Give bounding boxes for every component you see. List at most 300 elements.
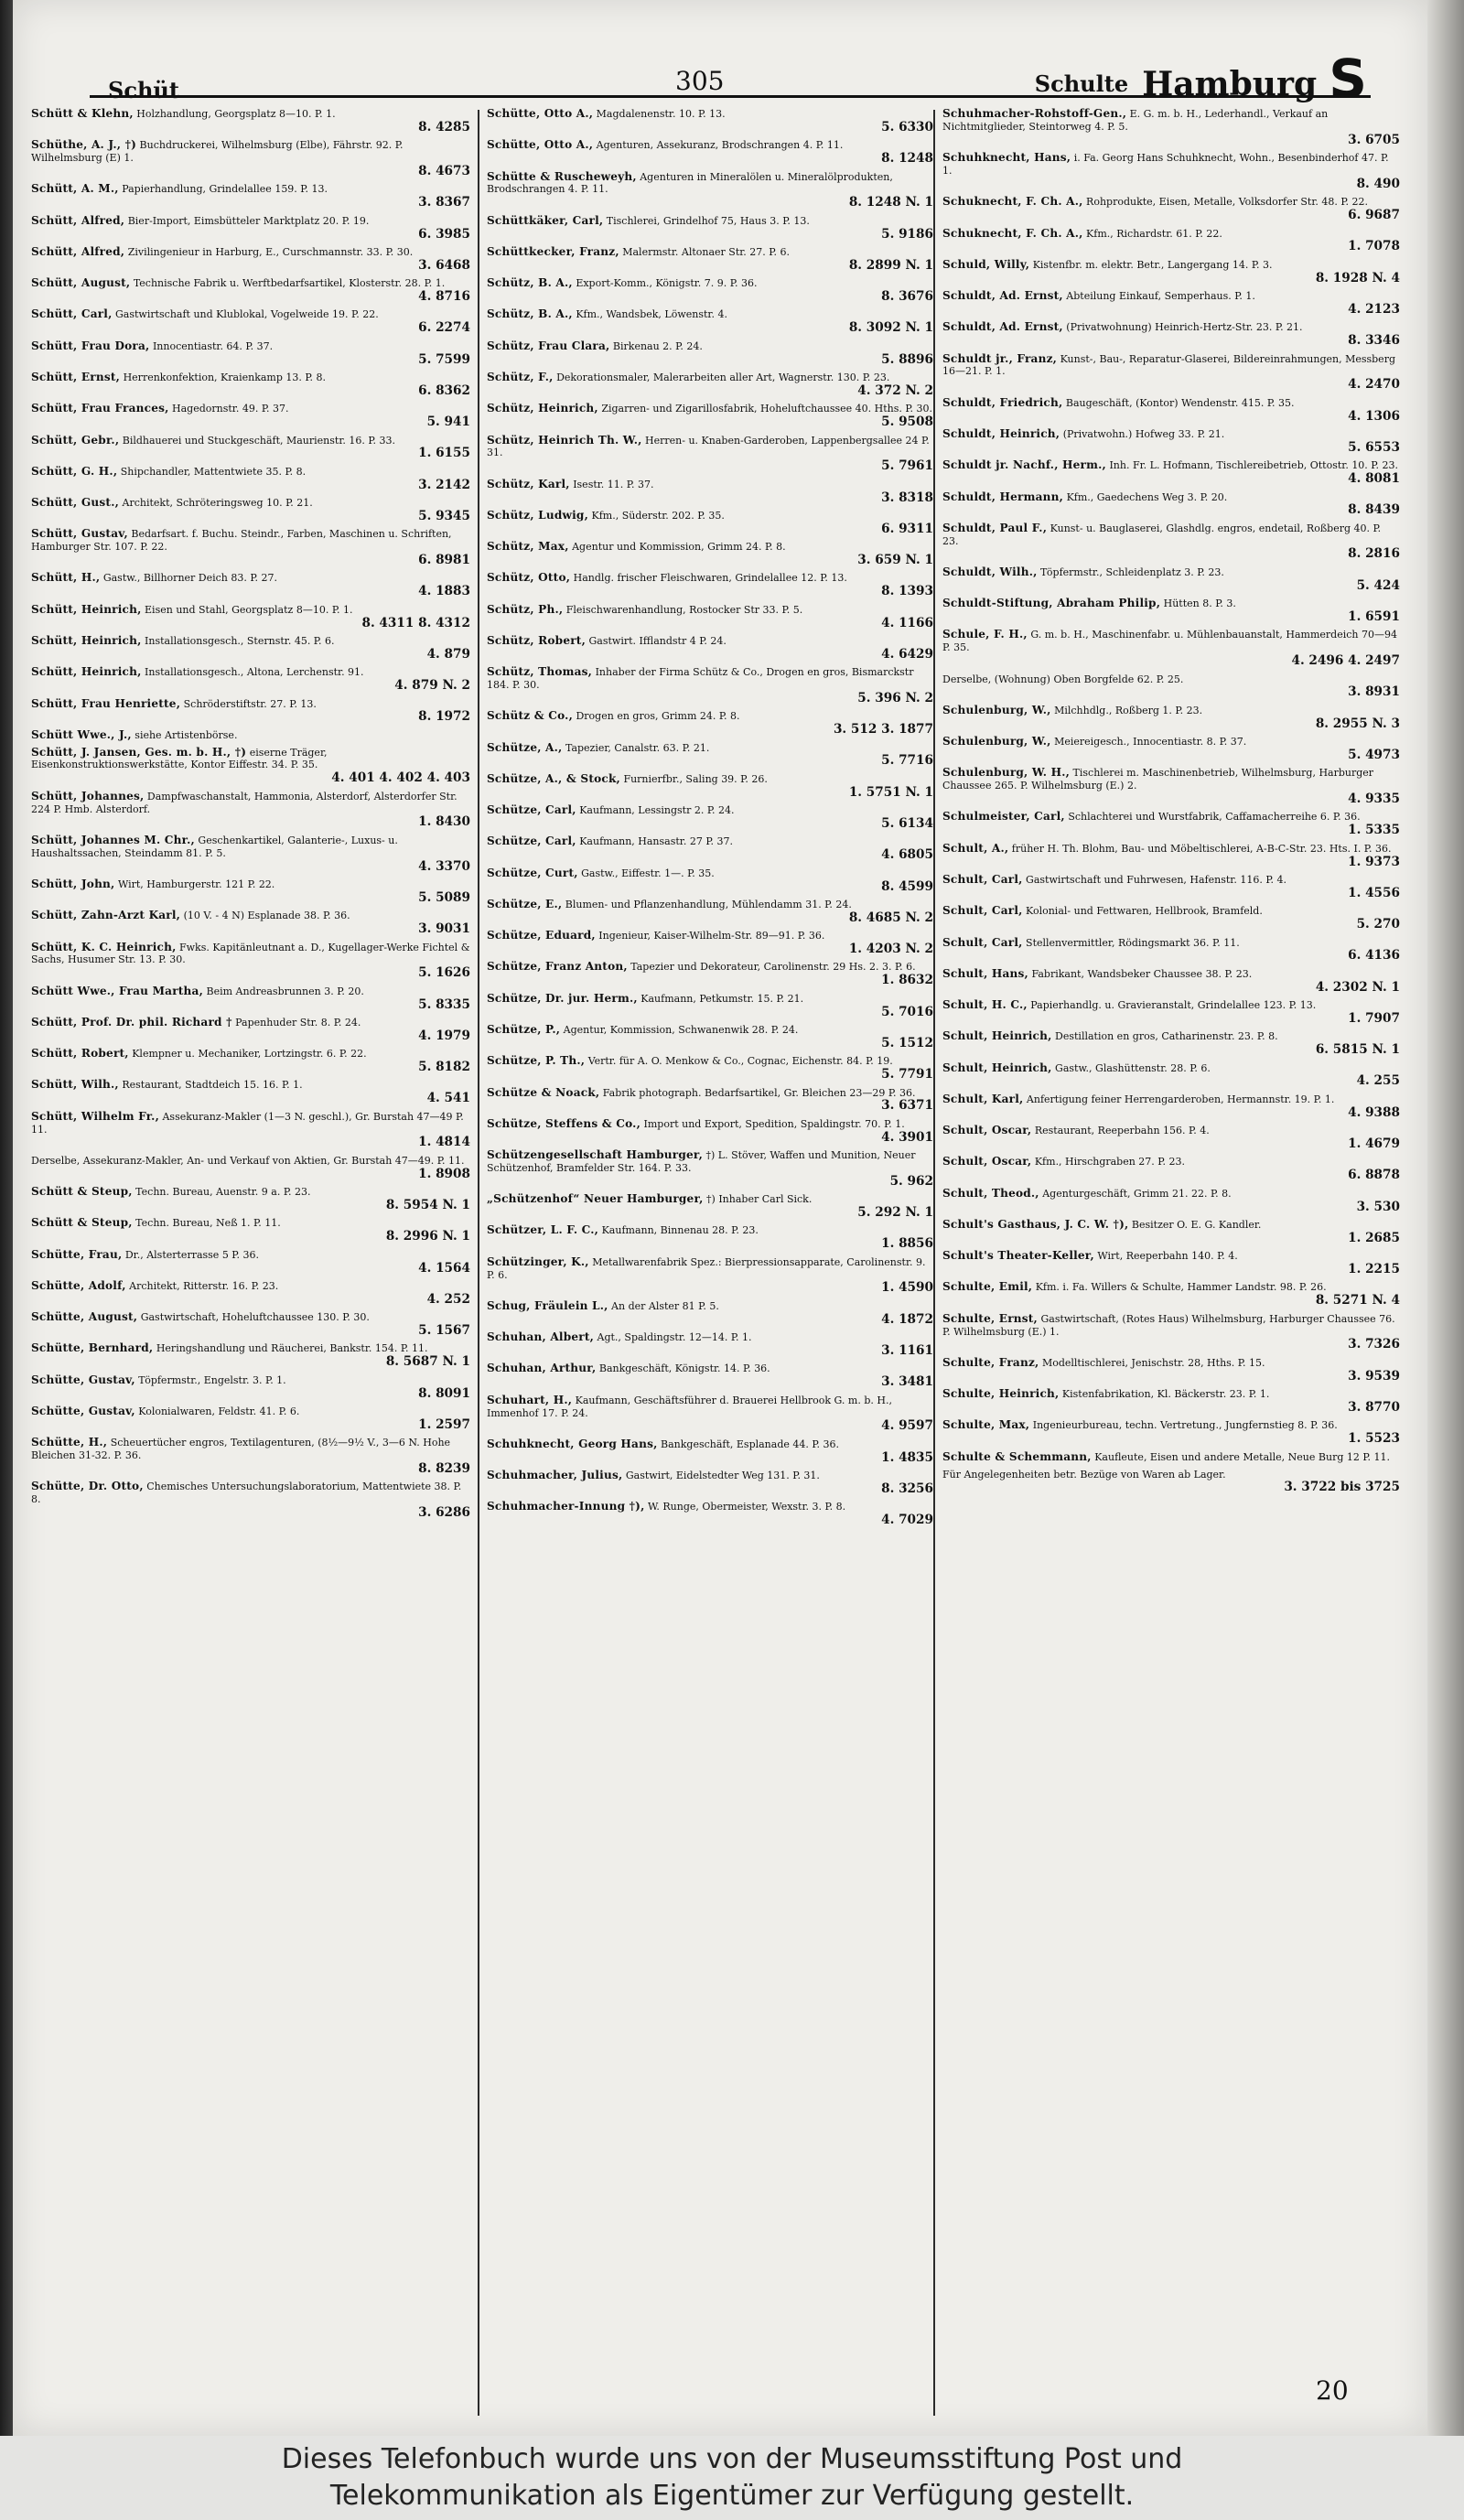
directory-entry (31, 183, 470, 210)
entry-phone-number: 8. 1972 (418, 709, 470, 725)
entry-phone-number: 5. 9345 (418, 508, 470, 523)
entry-phone-number: 3. 3722 bis 3725 (1284, 1480, 1400, 1495)
entry-name: Schuldt, Ad. Ernst, (942, 289, 1063, 303)
directory-entry (942, 1188, 1400, 1214)
entry-details: Import und Export, Spedition, Spaldingstr. 70. P. 1. (643, 1117, 905, 1130)
entry-details: Herren- u. Knaben-Garderoben, Lappenbergsallee 24 P. 31. (487, 434, 930, 459)
directory-entry (942, 1388, 1400, 1415)
directory-entry (942, 1419, 1400, 1446)
entry-details: Kfm., Wandsbek, Löwenstr. 4. (576, 308, 727, 321)
entry-name: Schütt, Alfred, (31, 244, 125, 258)
directory-entry (31, 698, 470, 725)
entry-details: Bedarfsart. f. Buchu. Steindr., Farben, Maschinen u. Schriften, Hamburger Str. 107. P. 22. (31, 528, 452, 554)
entry-details: Fabrik photograph. Bedarfsartikel, Gr. Bleichen 23—29 P. 36. (602, 1086, 916, 1099)
entry-details: Töpfermstr., Engelstr. 3. P. 1. (138, 1373, 286, 1386)
entry-details: Gastwirtschaft und Klublokal, Vogelweide 19. P. 22. (115, 308, 379, 321)
entry-details: Baugeschäft, (Kontor) Wendenstr. 415. P. 35. (1065, 396, 1295, 409)
entry-details: Wirt, Hamburgerstr. 121 P. 22. (117, 878, 275, 890)
entry-details: Metallwarenfabrik Spez.: Bierpressionsapparate, Carolinenstr. 9. P. 6. (487, 1255, 926, 1281)
entry-details: Architekt, Schröteringsweg 10. P. 21. (122, 497, 313, 510)
scan-left-edge (0, 0, 13, 2436)
entry-name: Schütt, A. M., (31, 182, 119, 196)
entry-phone-number: 3. 7326 (1348, 1337, 1400, 1352)
entry-phone-number: 8. 1393 (881, 584, 933, 599)
entry-name: Schult, Karl, (942, 1092, 1024, 1105)
entry-name: Schütt, J. Jansen, Ges. m. b. H., †) (31, 745, 247, 759)
entry-details: Heringshandlung und Räucherei, Bankstr. 154. P. 11. (156, 1342, 428, 1355)
directory-entry (942, 629, 1400, 668)
entry-details: Holzhandlung, Georgsplatz 8—10. P. 1. (136, 108, 336, 120)
entry-name: Schütze, Carl, (487, 835, 576, 848)
entry-details: Kaufmann, Hansastr. 27 P. 37. (579, 835, 733, 848)
entry-details: Wirt, Reeperbahn 140. P. 4. (1097, 1250, 1238, 1263)
directory-entry (942, 1125, 1400, 1151)
entry-name: Schütt, Frau Henriette, (31, 696, 181, 710)
entry-details: Papenhuder Str. 8. P. 24. (235, 1016, 361, 1028)
entry-details: Drogen en gros, Grimm 24. P. 8. (576, 710, 740, 723)
directory-entry (31, 246, 470, 273)
footer-line-1: Dieses Telefonbuch wurde uns von der Museumsstiftung Post und (281, 2443, 1183, 2475)
entry-name: Schuldt, Hermann, (942, 490, 1064, 503)
entry-phone-number: 3. 6468 (418, 257, 470, 273)
entry-phone-number: 3. 530 (1356, 1199, 1400, 1214)
directory-entry (31, 108, 470, 135)
entry-details: Dr., Alsterterrasse 5 P. 36. (124, 1248, 259, 1261)
entry-phone-number: 8. 8239 (418, 1460, 470, 1476)
directory-entry (31, 435, 470, 461)
entry-name: Schulte, Heinrich, (942, 1387, 1060, 1401)
entry-name: Schütt, Gebr., (31, 433, 120, 447)
entry-details: Gastwirtschaft und Fuhrwesen, Hafenstr. 116. P. 4. (1026, 874, 1286, 886)
entry-details: Gastwirt, Eidelstedter Weg 131. P. 31. (625, 1470, 820, 1482)
entry-phone-number: 5. 8182 (418, 1060, 470, 1075)
directory-entry (487, 930, 933, 956)
entry-phone-number: 8. 1248 N. 1 (848, 195, 933, 210)
entry-details: Kaufmann, Geschäftsführer d. Brauerei Hellbrook G. m. b. H., Immenhof 17. P. 24. (487, 1394, 892, 1419)
entry-phone-number: 6. 8878 (1348, 1168, 1400, 1183)
directory-entry (942, 428, 1400, 455)
entry-phone-number: 1. 6591 (1348, 609, 1400, 625)
entry-details: Fwks. Kapitänleutnant a. D., Kugellager-Werke Fichtel & Sachs, Husumer Str. 13. P. 30. (31, 941, 470, 966)
entry-name: Schütt, Heinrich, (31, 602, 142, 616)
entry-phone-number: 5. 941 (426, 415, 470, 430)
column-1 (31, 108, 470, 2405)
directory-entry (942, 1219, 1400, 1245)
directory-entry (942, 353, 1400, 393)
directory-entry (942, 1451, 1400, 1464)
entry-name: Schulte, Max, (942, 1418, 1030, 1432)
directory-entry (487, 215, 933, 242)
entry-details: (Privatwohn.) Hofweg 33. P. 21. (1062, 427, 1225, 440)
entry-details: Kaufmann, Binnenau 28. P. 23. (601, 1224, 759, 1237)
directory-entry (942, 1469, 1400, 1495)
entry-details: Fabrikant, Wandsbeker Chaussee 38. P. 23. (1031, 967, 1253, 980)
entry-phone-number: 8. 5271 N. 4 (1315, 1293, 1400, 1308)
directory-entry (942, 152, 1400, 191)
directory-entry (942, 1313, 1400, 1352)
entry-details: Fleischwarenhandlung, Rostocker Str 33. P. 5. (565, 603, 803, 616)
entry-details: Hagedornstr. 49. P. 37. (172, 403, 289, 415)
directory-entry (31, 466, 470, 492)
entry-details: Inh. Fr. L. Hofmann, Tischlereibetrieb, Ottostr. 10. P. 23. (1109, 459, 1398, 472)
entry-phone-number: 3. 9539 (1348, 1368, 1400, 1384)
entry-phone-number: 3. 8931 (1348, 684, 1400, 700)
entry-phone-number: 4. 2302 N. 1 (1315, 979, 1400, 995)
entry-phone-number: 5. 5089 (418, 889, 470, 905)
entry-phone-number: 4. 7029 (881, 1513, 933, 1528)
entry-phone-number: 1. 4590 (881, 1280, 933, 1296)
entry-details: Agenturen in Mineralölen u. Mineralölprodukten, Brodschrangen 4. P. 11. (487, 170, 893, 196)
entry-phone-number: 1. 4835 (881, 1449, 933, 1465)
entry-details: Rohprodukte, Eisen, Metalle, Volksdorfer Str. 48. P. 22. (1086, 196, 1369, 209)
entry-name: Schule, F. H., (942, 628, 1028, 641)
entry-details: Chemisches Untersuchungslaboratorium, Mattentwiete 38. P. 8. (31, 1481, 462, 1506)
entry-name: Schütt, H., (31, 571, 101, 585)
entry-name: Schütz, Max, (487, 540, 569, 554)
directory-entry (487, 1470, 933, 1496)
entry-name: Schult, Carl, (942, 935, 1023, 949)
entry-name: Schüthe, A. J., †) (31, 138, 137, 152)
entry-phone-number: 4. 252 (426, 1291, 470, 1307)
entry-name: Schütt, August, (31, 276, 131, 290)
entry-phone-number: 1. 6155 (418, 446, 470, 461)
entry-details: Dekorationsmaler, Malerarbeiten aller Art, Wagnerstr. 130. P. 23. (556, 371, 890, 383)
entry-phone-number: 3. 3481 (881, 1374, 933, 1390)
directory-entry (487, 171, 933, 210)
header-letter: S (1329, 48, 1367, 110)
entry-name: Schütte, Gustav, (31, 1373, 135, 1386)
header-right (1035, 48, 1367, 110)
directory-entry (31, 791, 470, 830)
entry-details: Agentur und Kommission, Grimm 24. P. 8. (572, 541, 786, 554)
entry-name: Schulte, Emil, (942, 1280, 1033, 1294)
entry-phone-number: 5. 292 N. 1 (857, 1205, 933, 1221)
entry-phone-number: 8. 1928 N. 4 (1315, 270, 1400, 285)
entry-name: Schütt, Johannes M. Chr., (31, 833, 195, 846)
entry-phone-number: 8. 4673 (418, 163, 470, 178)
page-header (90, 40, 1371, 110)
directory-entry (31, 403, 470, 429)
entry-details: Tapezier und Dekorateur, Carolinenstr. 29 Hs. 2. 3. P. 6. (630, 961, 916, 974)
directory-entry (942, 1281, 1400, 1308)
entry-details: Derselbe, Assekuranz-Makler, An- und Verkauf von Aktien, Gr. Burstah 47—49. P. 11. (31, 1154, 465, 1167)
entry-name: Schütt, Frau Dora, (31, 339, 150, 352)
entry-name: Schult, Oscar, (942, 1124, 1032, 1137)
entry-details: Kunst-, Bau-, Reparatur-Glaserei, Bildereinrahmungen, Messberg 16—21. P. 1. (942, 352, 1395, 378)
entry-phone-number: 6. 5815 N. 1 (1315, 1042, 1400, 1058)
entry-details: Bier-Import, Eimsbütteler Marktplatz 20. P. 19. (127, 214, 370, 227)
entry-details: Ingenieurbureau, techn. Vertretung., Jungfernstieg 8. P. 36. (1032, 1419, 1338, 1432)
entry-details: Tischlerei, Grindelhof 75, Haus 3. P. 13. (606, 214, 810, 227)
entry-details: Stellenvermittler, Rödingsmarkt 36. P. 11. (1026, 936, 1240, 949)
entry-phone-number: 3. 8770 (1348, 1399, 1400, 1415)
entry-details: Restaurant, Reeperbahn 156. P. 4. (1034, 1125, 1210, 1137)
entry-phone-number: 3. 9031 (418, 921, 470, 937)
entry-details: Magdalenenstr. 10. P. 13. (596, 108, 726, 120)
entry-phone-number: 1. 4556 (1348, 885, 1400, 900)
entry-phone-number: 4. 9388 (1348, 1104, 1400, 1120)
directory-entry (487, 308, 933, 335)
directory-page (13, 0, 1427, 2436)
entry-phone-number: 1. 2685 (1348, 1230, 1400, 1245)
entry-name: Schulenburg, W., (942, 703, 1051, 716)
entry-name: Schulte & Schemmann, (942, 1449, 1092, 1463)
column-divider (478, 110, 479, 2416)
directory-entry (31, 1437, 470, 1476)
entry-name: Schütte, August, (31, 1310, 138, 1324)
directory-entry (31, 1217, 470, 1244)
directory-entry (31, 666, 470, 693)
entry-phone-number: 3. 6371 (881, 1098, 933, 1114)
entry-phone-number: 5. 8896 (881, 351, 933, 367)
directory-entry (31, 1048, 470, 1074)
entry-name: Schütte, Bernhard, (31, 1341, 154, 1355)
entry-details: Hütten 8. P. 3. (1163, 598, 1236, 610)
entry-name: Schütz, Frau Clara, (487, 339, 610, 352)
entry-name: Schulmeister, Carl, (942, 810, 1065, 824)
entry-details: Kistenfbr. m. elektr. Betr., Langergang 14. P. 3. (1032, 258, 1273, 271)
directory-entry (942, 999, 1400, 1026)
entry-details: Malermstr. Altonaer Str. 27. P. 6. (622, 245, 790, 258)
entry-details: Furnierfbr., Saling 39. P. 26. (623, 772, 768, 785)
entry-details: Kaufmann, Petkumstr. 15. P. 21. (640, 992, 804, 1005)
entry-phone-number: 8. 5687 N. 1 (385, 1354, 470, 1370)
entry-name: Schüttkecker, Franz, (487, 244, 619, 258)
entry-phone-number: 4. 879 (426, 646, 470, 662)
entry-details: †) L. Stöver, Waffen und Munition, Neuer Schützenhof, Bramfelder Str. 164. P. 33. (487, 1149, 916, 1174)
entry-phone-number: 4. 8081 (1348, 471, 1400, 487)
entry-name: Schütze, Curt, (487, 866, 578, 879)
entry-phone-number: 5. 962 (889, 1173, 933, 1189)
entry-details: (10 V. - 4 N) Esplanade 38. P. 36. (183, 910, 350, 922)
entry-phone-number: 5. 1626 (418, 965, 470, 981)
directory-entry (942, 491, 1400, 518)
entry-name: Schütze, Carl, (487, 803, 576, 817)
entry-details: Besitzer O. E. G. Kandler. (1131, 1218, 1262, 1231)
entry-details: Kaufleute, Eisen und andere Metalle, Neue Burg 12 P. 11. (1094, 1450, 1391, 1463)
directory-entry (487, 1256, 933, 1296)
entry-name: Schütt, Gust., (31, 496, 120, 510)
entry-details: Abteilung Einkauf, Semperhaus. P. 1. (1066, 290, 1255, 303)
entry-name: Schütz, Thomas, (487, 665, 593, 679)
directory-entry (487, 899, 933, 925)
directory-entry (487, 635, 933, 662)
entry-name: Schug, Fräulein L., (487, 1298, 608, 1312)
entry-details: (Privatwohnung) Heinrich-Hertz-Str. 23. P. 21. (1066, 321, 1303, 334)
entry-phone-number: 8. 2816 (1348, 546, 1400, 562)
directory-entry (942, 843, 1400, 869)
directory-entry (942, 874, 1400, 900)
entry-name: Schütte, Otto A., (487, 138, 594, 152)
directory-entry (31, 1249, 470, 1276)
entry-name: Schütt, G. H., (31, 464, 118, 478)
directory-entry (31, 1079, 470, 1105)
directory-entry (31, 139, 470, 178)
entry-name: Schütt Wwe., Frau Martha, (31, 984, 203, 997)
directory-entry (487, 108, 933, 135)
entry-name: Schütt, John, (31, 878, 115, 890)
directory-entry (487, 1193, 933, 1220)
entry-details: Handlg. frischer Fleischwaren, Grindelallee 12. P. 13. (573, 572, 847, 585)
directory-entry (942, 196, 1400, 222)
directory-entry (31, 747, 470, 786)
directory-entry (487, 435, 933, 474)
entry-name: Schuldt, Friedrich, (942, 395, 1063, 409)
directory-entry (487, 666, 933, 705)
entry-details: Kfm., Hirschgraben 27. P. 23. (1034, 1156, 1185, 1168)
entry-phone-number: 3. 659 N. 1 (857, 553, 933, 568)
entry-phone-number: 8. 2955 N. 3 (1315, 716, 1400, 731)
entry-details: früher H. Th. Blohm, Bau- und Möbeltischlerei, A-B-C-Str. 23. Hts. I. P. 36. (1011, 842, 1392, 855)
entry-name: Schuhknecht, Georg Hans, (487, 1437, 658, 1450)
entry-name: Schütze, Franz Anton, (487, 960, 628, 974)
directory-entry (942, 968, 1400, 995)
entry-name: Schult, Oscar, (942, 1155, 1032, 1168)
directory-entry (487, 139, 933, 166)
entry-details: Eisen und Stahl, Georgsplatz 8—10. P. 1. (145, 603, 353, 616)
entry-name: Schütz, Karl, (487, 477, 570, 490)
directory-entry (487, 1300, 933, 1327)
entry-name: Schult, Heinrich, (942, 1061, 1052, 1074)
entry-phone-number: 5. 6134 (881, 816, 933, 832)
header-left-keyword: Schüt (108, 77, 179, 103)
entry-name: Schütz, Heinrich Th. W., (487, 433, 642, 447)
directory-entry (942, 1062, 1400, 1089)
entry-details: Birkenau 2. P. 24. (612, 339, 703, 352)
directory-entry (487, 1224, 933, 1251)
entry-phone-number: 4. 6805 (881, 847, 933, 863)
entry-details: Isestr. 11. P. 37. (573, 478, 654, 490)
entry-name: Schütt, Gustav, (31, 527, 128, 541)
entry-phone-number: 5. 6330 (881, 119, 933, 135)
entry-phone-number: 6. 2274 (418, 320, 470, 336)
entry-details: Technische Fabrik u. Werftbedarfsartikel, Klosterstr. 28. P. 1. (133, 277, 446, 290)
entry-phone-number: 6. 3985 (418, 226, 470, 242)
entry-details: Zivilingenieur in Harburg, E., Curschmannstr. 33. P. 30. (127, 245, 414, 258)
page-footer-number: 20 (1316, 2375, 1349, 2406)
directory-entry (487, 604, 933, 630)
entry-name: Schütt, Prof. Dr. phil. Richard † (31, 1015, 232, 1028)
entry-name: Schuldt, Wilh., (942, 565, 1038, 578)
entry-phone-number: 1. 4203 N. 2 (848, 942, 933, 957)
entry-name: Schütte, Adolf, (31, 1278, 126, 1292)
directory-entry (31, 1155, 470, 1181)
entry-name: Schütze, Eduard, (487, 929, 596, 942)
entry-details: Ingenieur, Kaiser-Wilhelm-Str. 89—91. P. 36. (598, 930, 825, 942)
entry-details: i. Fa. Georg Hans Schuhknecht, Wohn., Besenbinderhof 47. P. 1. (942, 152, 1389, 177)
entry-phone-number: 5. 8335 (418, 996, 470, 1012)
entry-details: Installationsgesch., Sternstr. 45. P. 6. (145, 634, 335, 647)
entry-name: Schütz, B. A., (487, 307, 573, 321)
entry-phone-number: 5. 424 (1356, 577, 1400, 593)
entry-name: Schütt, Frau Frances, (31, 402, 169, 415)
entry-name: Schütze, A., & Stock, (487, 771, 620, 785)
entry-name: Schult, Theod., (942, 1186, 1039, 1200)
footer-line-2: Telekommunikation als Eigentümer zur Verfügung gestellt. (329, 2480, 1135, 2512)
entry-name: Schuhan, Arthur, (487, 1362, 597, 1375)
directory-entry (942, 1030, 1400, 1057)
entry-details: Techn. Bureau, Auenstr. 9 a. P. 23. (135, 1186, 311, 1199)
entry-phone-number: 1. 7907 (1348, 1010, 1400, 1026)
entry-details: Gastw., Eiffestr. 1—. P. 35. (581, 867, 715, 879)
entry-phone-number: 5. 9186 (881, 226, 933, 242)
entry-name: Schulenburg, W., (942, 735, 1051, 748)
directory-entry (942, 108, 1400, 147)
entry-name: Schütte, Frau, (31, 1247, 123, 1261)
copyright-footer (0, 2436, 1464, 2520)
entry-name: Schuldt jr., Franz, (942, 351, 1058, 365)
directory-entry (942, 259, 1400, 285)
entry-details: Gastwirtschaft, (Rotes Haus) Wilhelmsburg, Harburger Chaussee 76. P. Wilhelmsburg (E.) 1. (942, 1312, 1395, 1338)
entry-phone-number: 4. 3370 (418, 858, 470, 874)
entry-name: Schuldt, Ad. Ernst, (942, 320, 1063, 334)
entry-name: Schütte, Otto A., (487, 107, 594, 120)
entry-phone-number: 8. 4311 8. 4312 (361, 615, 470, 630)
directory-entry (942, 397, 1400, 424)
entry-name: Schütte, Gustav, (31, 1404, 135, 1417)
entry-phone-number: 4. 255 (1356, 1073, 1400, 1089)
entry-name: Schuhart, H., (487, 1393, 573, 1406)
directory-entry (31, 985, 470, 1012)
entry-phone-number: 1. 5751 N. 1 (848, 784, 933, 800)
entry-name: Schütze, Steffens & Co., (487, 1116, 641, 1130)
entry-details: Klempner u. Mechaniker, Lortzingstr. 6. P. 22. (132, 1048, 367, 1061)
entry-details: Shipchandler, Mattentwiete 35. P. 8. (120, 465, 307, 478)
entry-phone-number: 6. 9687 (1348, 208, 1400, 223)
entry-phone-number: 4. 3901 (881, 1129, 933, 1145)
entry-details: Kfm., Süderstr. 202. P. 35. (591, 509, 725, 522)
directory-entry (942, 598, 1400, 624)
entry-phone-number: 4. 401 4. 402 4. 403 (331, 770, 470, 786)
directory-entry (487, 372, 933, 398)
entry-phone-number: 4. 372 N. 2 (857, 382, 933, 398)
entry-details: Kfm. i. Fa. Willers & Schulte, Hammer Landstr. 98. P. 26. (1035, 1281, 1327, 1294)
directory-entry (942, 905, 1400, 932)
entry-details: Agenturgeschäft, Grimm 21. 22. P. 8. (1042, 1187, 1232, 1200)
directory-entry (487, 1118, 933, 1145)
entry-name: Schulenburg, W. H., (942, 766, 1071, 780)
entry-phone-number: 4. 6429 (881, 646, 933, 662)
entry-details: Assekuranz-Makler (1—3 N. geschl.), Gr. Burstah 47—49 P. 11. (31, 1110, 464, 1136)
entry-phone-number: 3. 6286 (418, 1505, 470, 1521)
directory-entry (31, 1017, 470, 1043)
entry-details: Blumen- und Pflanzenhandlung, Mühlendamm 31. P. 24. (565, 898, 852, 910)
directory-entry (942, 705, 1400, 731)
entry-name: Schütz, Otto, (487, 571, 571, 585)
entry-phone-number: 8. 3256 (881, 1481, 933, 1496)
directory-entry (31, 277, 470, 304)
entry-phone-number: 4. 1306 (1348, 408, 1400, 424)
entry-name: Schütz, Ph., (487, 602, 564, 616)
directory-entry (942, 673, 1400, 700)
entry-phone-number: 5. 7599 (418, 351, 470, 367)
entry-phone-number: 5. 396 N. 2 (857, 690, 933, 705)
entry-phone-number: 1. 9373 (1348, 854, 1400, 869)
directory-entry (487, 710, 933, 737)
entry-name: Schütt & Steup, (31, 1216, 133, 1230)
directory-entry (487, 867, 933, 894)
directory-entry (31, 910, 470, 936)
entry-phone-number: 3. 6705 (1348, 132, 1400, 147)
entry-name: Schult's Gasthaus, J. C. W. †), (942, 1217, 1129, 1231)
entry-phone-number: 4. 9597 (881, 1418, 933, 1434)
entry-phone-number: 8. 2899 N. 1 (848, 257, 933, 273)
entry-phone-number: 8. 490 (1356, 176, 1400, 191)
entry-details: Scheuertücher engros, Textilagenturen, (8½—9½ V., 3—6 N. Hohe Bleichen 31-32. P. 36. (31, 1437, 451, 1462)
entry-phone-number: 1. 8430 (418, 814, 470, 830)
entry-phone-number: 4. 1883 (418, 584, 470, 599)
entry-details: Kolonialwaren, Feldstr. 41. P. 6. (138, 1405, 300, 1417)
